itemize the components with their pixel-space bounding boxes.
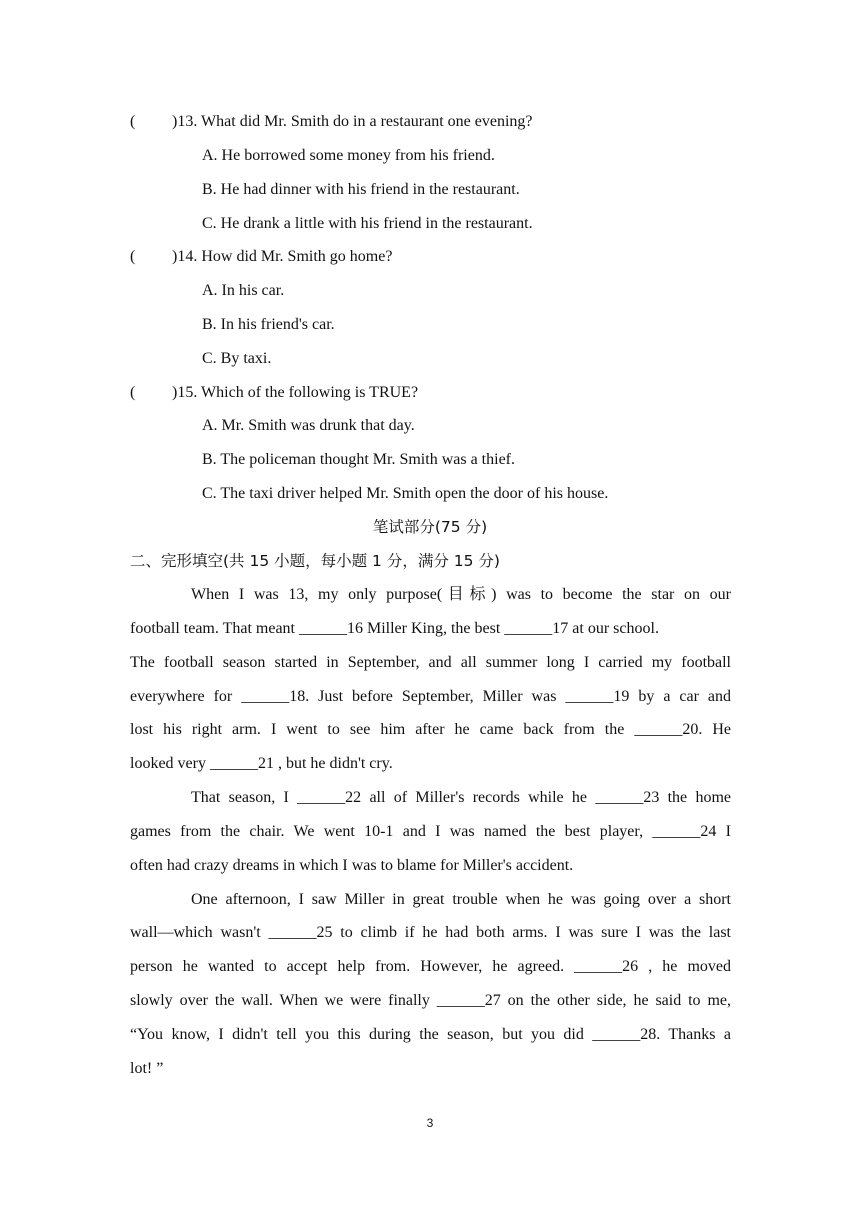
option-15-b: B. The policeman thought Mr. Smith was a thief. [202,451,515,468]
question-15: ( )15. Which of the following is TRUE? [130,384,419,401]
option-15-c: C. The taxi driver helped Mr. Smith open the door of his house. [202,485,609,502]
question-number: 14. [177,248,198,265]
passage-line: lot! ” [130,1060,164,1077]
option-14-c: C. By taxi. [202,350,272,367]
passage-line: “You know, I didn't tell you this during the season, but you did ______28. Thanks a [130,1026,731,1043]
passage-line: slowly over the wall. When we were finally ______27 on the other side, he said to me, [130,992,731,1009]
answer-bracket: ( [130,384,136,401]
passage-line: lost his right arm. I went to see him after he came back from the ______20. He [130,721,731,738]
passage-line: often had crazy dreams in which I was to blame for Miller's accident. [130,857,574,874]
passage-line: football team. That meant ______16 Miller King, the best ______17 at our school. [130,620,659,637]
question-13: ( )13. What did Mr. Smith do in a restaurant one evening? [130,113,533,130]
option-13-b: B. He had dinner with his friend in the restaurant. [202,181,520,198]
answer-bracket: ( [130,248,136,265]
question-text: How did Mr. Smith go home? [201,248,393,265]
option-14-a: A. In his car. [202,282,285,299]
option-13-c: C. He drank a little with his friend in the restaurant. [202,215,533,232]
question-number: 15. [177,384,198,401]
question-14: ( )14. How did Mr. Smith go home? [130,248,393,265]
passage-line: looked very ______21 , but he didn't cry. [130,755,393,772]
passage-line: everywhere for ______18. Just before September, Miller was ______19 by a car and [130,688,731,705]
question-text: Which of the following is TRUE? [201,384,419,401]
written-part-title: 笔试部分(75 分) [372,518,488,536]
option-13-a: A. He borrowed some money from his friend. [202,147,495,164]
option-14-b: B. In his friend's car. [202,316,335,333]
passage-line: person he wanted to accept help from. However, he agreed. ______26 , he moved [130,958,731,975]
option-15-a: A. Mr. Smith was drunk that day. [202,417,415,434]
passage-line: wall—which wasn't ______25 to climb if he had both arms. I was sure I was the last [130,924,731,941]
answer-bracket: ( [130,113,136,130]
passage-line: That season, I ______22 all of Miller's records while he ______23 the home [191,789,731,806]
passage-line: When I was 13, my only purpose(目标) was to become the star on our [191,586,731,603]
question-text: What did Mr. Smith do in a restaurant one evening? [201,113,533,130]
passage-line: The football season started in September, and all summer long I carried my football [130,654,731,671]
page-number: 3 [426,1116,434,1130]
question-number: 13. [177,113,198,130]
passage-line: One afternoon, I saw Miller in great trouble when he was going over a short [191,891,731,908]
section-title: 二、完形填空(共 15 小题，每小题 1 分，满分 15 分) [130,552,500,570]
passage-line: games from the chair. We went 10-1 and I was named the best player, ______24 I [130,823,731,840]
